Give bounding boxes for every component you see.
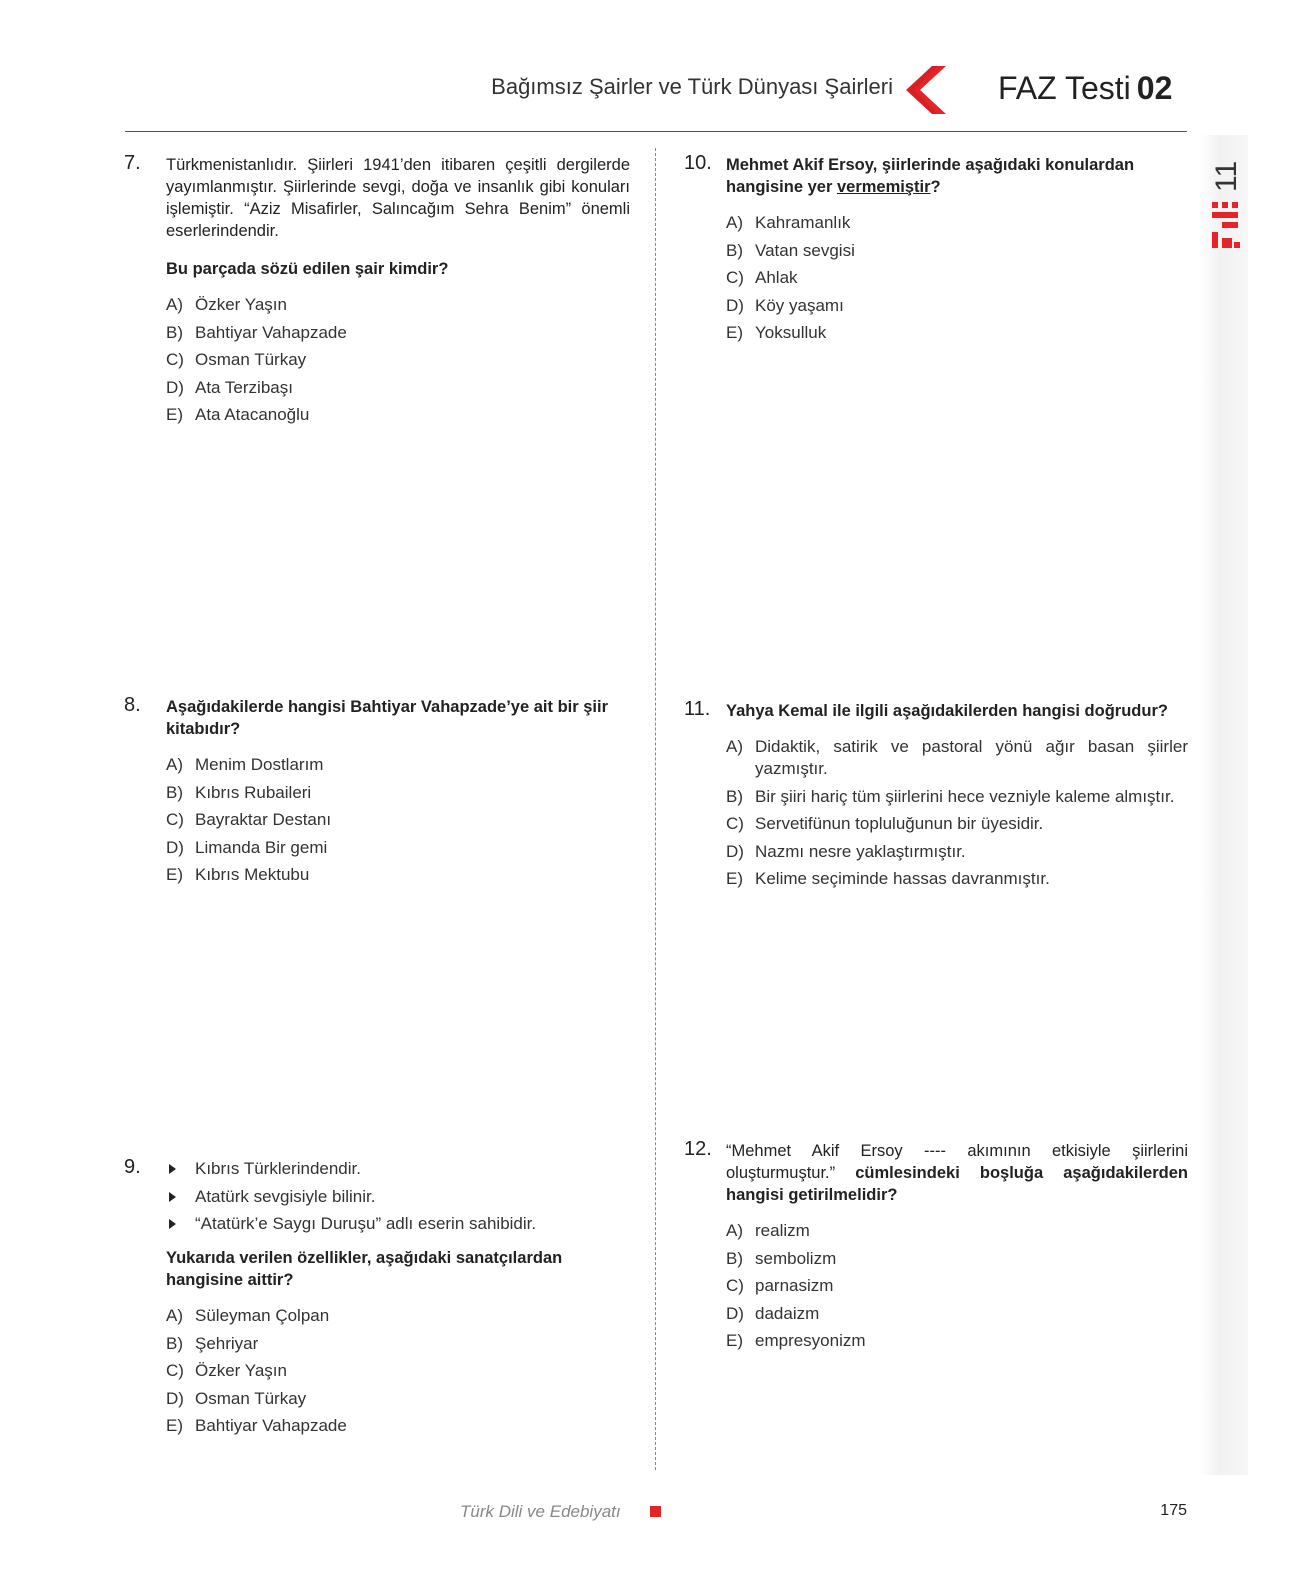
option-a[interactable] — [166, 754, 630, 776]
stem-prompt: cümlesindeki boşluğa aşağıdakilerden hangisi getirilmelidir? — [726, 1164, 1188, 1204]
option-letter: E) — [726, 1331, 743, 1350]
page-number: 175 — [1160, 1502, 1187, 1519]
option-c[interactable] — [726, 1275, 1188, 1297]
chevron-left-icon — [902, 66, 946, 114]
option-text: Limanda Bir gemi — [195, 837, 328, 857]
option-text: Vatan sevgisi — [755, 240, 855, 260]
test-label: FAZ Testi — [998, 70, 1131, 106]
option-a[interactable] — [726, 1220, 1188, 1242]
option-text: Servetifünun topluluğunun bir üyesidir. — [755, 814, 1044, 833]
question-10 — [684, 152, 1188, 350]
option-letter: A) — [166, 1306, 183, 1325]
option-a[interactable] — [726, 212, 1188, 234]
option-d[interactable] — [726, 1303, 1188, 1325]
option-text: Ata Terzibaşı — [195, 377, 293, 397]
option-text: Ata Atacanoğlu — [195, 405, 310, 424]
option-letter: C) — [166, 1361, 184, 1380]
header-title: Bağımsız Şairler ve Türk Dünyası Şairleri — [491, 74, 893, 99]
question-number: 12. — [684, 1138, 712, 1160]
option-text: Bahtiyar Vahapzade — [195, 1416, 347, 1435]
option-text: parnasizm — [755, 1276, 834, 1295]
question-prompt: Yahya Kemal ile ilgili aşağıdakilerden hangisi doğrudur? — [726, 702, 1168, 720]
feature-text: Kıbrıs Türklerindendir. — [195, 1159, 361, 1178]
option-text: Menim Dostlarım — [195, 755, 324, 774]
option-letter: B) — [166, 782, 183, 802]
option-list — [166, 754, 630, 886]
option-c[interactable] — [166, 809, 630, 831]
option-letter: C) — [726, 814, 744, 833]
option-letter: D) — [726, 295, 744, 315]
option-letter: C) — [726, 268, 744, 287]
side-margin-strip — [1200, 135, 1248, 1475]
option-letter: C) — [166, 810, 184, 829]
option-text: Özker Yaşın — [195, 295, 287, 314]
question-prompt — [726, 154, 1188, 198]
question-prompt: Aşağıdakilerde hangisi Bahtiyar Vahapzade’ye ait bir şiir kitabıdır? — [166, 698, 609, 738]
option-text: sembolizm — [755, 1248, 837, 1268]
option-list — [166, 1305, 630, 1437]
option-letter: D) — [166, 377, 184, 397]
question-8 — [124, 694, 630, 892]
question-11 — [684, 698, 1188, 896]
option-a[interactable] — [166, 294, 630, 316]
question-stem — [726, 1140, 1188, 1206]
option-text: Osman Türkay — [195, 350, 307, 369]
option-e[interactable] — [726, 322, 1188, 344]
option-letter: E) — [726, 869, 743, 888]
option-b[interactable] — [726, 1248, 1188, 1270]
option-text: Ahlak — [755, 268, 798, 287]
feature-text: Atatürk sevgisiyle bilinir. — [195, 1186, 376, 1206]
question-number: 9. — [124, 1156, 141, 1178]
option-text: Bahtiyar Vahapzade — [195, 322, 347, 342]
option-d[interactable] — [166, 837, 630, 859]
column-divider — [655, 148, 656, 1470]
option-text: Osman Türkay — [195, 1388, 307, 1408]
option-b[interactable] — [166, 782, 630, 804]
option-text: realizm — [755, 1221, 810, 1240]
footer-subject: Türk Dili ve Edebiyatı — [460, 1502, 621, 1521]
test-number: 02 — [1136, 70, 1173, 106]
option-c[interactable] — [166, 349, 630, 371]
option-d[interactable] — [726, 295, 1188, 317]
stem-quote: “Mehmet Akif Ersoy ---- akımının etkisiyle şiirlerini oluşturmuştur.” — [726, 1142, 1188, 1182]
option-text: dadaizm — [755, 1303, 820, 1323]
option-c[interactable] — [166, 1360, 630, 1382]
feature-text: “Atatürk’e Saygı Duruşu” adlı eserin sahibidir. — [195, 1214, 537, 1233]
option-text: Kelime seçiminde hassas davranmıştır. — [755, 869, 1050, 888]
question-number: 11. — [684, 698, 711, 720]
option-list — [726, 736, 1188, 890]
option-letter: C) — [166, 350, 184, 369]
grade-tab — [1208, 152, 1244, 262]
question-number: 10. — [684, 152, 712, 174]
footer-square-icon — [650, 1506, 661, 1517]
option-letter: B) — [726, 240, 743, 260]
option-letter: D) — [726, 1303, 744, 1323]
question-prompt: Bu parçada sözü edilen şair kimdir? — [166, 260, 449, 278]
feature-item — [166, 1213, 630, 1235]
option-text: Nazmı nesre yaklaştırmıştır. — [755, 841, 966, 861]
prompt-emphasis: vermemiştir — [836, 178, 931, 196]
option-d[interactable] — [166, 1388, 630, 1410]
option-text: empresyonizm — [755, 1331, 866, 1350]
triangle-bullet-icon — [169, 1164, 176, 1174]
question-number: 8. — [124, 694, 141, 716]
option-letter: B) — [726, 786, 743, 806]
feature-list — [166, 1158, 630, 1235]
option-letter: E) — [726, 323, 743, 342]
triangle-bullet-icon — [169, 1219, 176, 1229]
option-letter: B) — [166, 1333, 183, 1353]
option-text: Kahramanlık — [755, 213, 851, 232]
option-e[interactable] — [166, 1415, 630, 1437]
option-a[interactable] — [166, 1305, 630, 1327]
option-e[interactable] — [726, 1330, 1188, 1352]
option-e[interactable] — [726, 868, 1188, 890]
option-letter: C) — [726, 1276, 744, 1295]
prompt-end: ? — [930, 178, 941, 196]
feature-item — [166, 1158, 630, 1180]
option-text: Yoksulluk — [755, 323, 827, 342]
option-letter: D) — [726, 841, 744, 861]
question-9 — [124, 1156, 630, 1443]
option-text: Köy yaşamı — [755, 295, 844, 315]
option-letter: D) — [166, 837, 184, 857]
option-text: Özker Yaşın — [195, 1361, 287, 1380]
question-7 — [124, 152, 630, 432]
option-letter: B) — [166, 322, 183, 342]
option-letter: B) — [726, 1248, 743, 1268]
option-text: Bir şiiri hariç tüm şiirlerini hece vezniyle kaleme almıştır. — [755, 786, 1175, 806]
option-text: Bayraktar Destanı — [195, 810, 332, 829]
prompt-text: Mehmet Akif Ersoy, şiirlerinde aşağıdaki konulardan hangisine yer — [726, 156, 1135, 196]
option-b[interactable] — [726, 240, 1188, 262]
option-b[interactable] — [166, 1333, 630, 1355]
option-text: Şehriyar — [195, 1333, 259, 1353]
option-letter: A) — [166, 755, 183, 774]
option-letter: A) — [726, 737, 743, 756]
option-c[interactable] — [726, 813, 1188, 835]
question-number: 7. — [124, 152, 141, 174]
option-letter: A) — [726, 213, 743, 232]
option-letter: E) — [166, 1416, 183, 1435]
option-text: Süleyman Çolpan — [195, 1306, 330, 1325]
option-text: Kıbrıs Mektubu — [195, 865, 310, 884]
feature-item — [166, 1186, 630, 1208]
option-e[interactable] — [166, 404, 630, 426]
option-a[interactable] — [726, 736, 1188, 780]
question-stem: Türkmenistanlıdır. Şiirleri 1941’den itibaren çeşitli dergilerde yayımlanmıştır. Şiirlerinde sevgi, doğa ve insanlık gibi konuları işlemiştir. “Aziz Misafirler, Salıncağım Sehra Benim” önemli eserlerindendir. — [166, 156, 630, 240]
option-e[interactable] — [166, 864, 630, 886]
option-b[interactable] — [166, 322, 630, 344]
triangle-bullet-icon — [169, 1192, 176, 1202]
header-divider — [125, 131, 1187, 132]
option-d[interactable] — [726, 841, 1188, 863]
option-text: Didaktik, satirik ve pastoral yönü ağır basan şiirler yazmıştır. — [755, 737, 1188, 778]
option-b[interactable] — [726, 786, 1188, 808]
grade-tab-number: 11 — [1210, 160, 1243, 192]
option-letter: D) — [166, 1388, 184, 1408]
test-title — [998, 70, 1172, 107]
question-12 — [684, 1138, 1188, 1358]
option-letter: A) — [726, 1221, 743, 1240]
question-prompt: Yukarıda verilen özellikler, aşağıdaki sanatçılardan hangisine aittir? — [166, 1249, 563, 1289]
option-c[interactable] — [726, 267, 1188, 289]
option-list — [726, 1220, 1188, 1352]
option-list — [726, 212, 1188, 344]
option-text: Kıbrıs Rubaileri — [195, 782, 312, 802]
option-letter: E) — [166, 405, 183, 424]
option-letter: A) — [166, 295, 183, 314]
option-list — [166, 294, 630, 426]
option-d[interactable] — [166, 377, 630, 399]
option-letter: E) — [166, 865, 183, 884]
